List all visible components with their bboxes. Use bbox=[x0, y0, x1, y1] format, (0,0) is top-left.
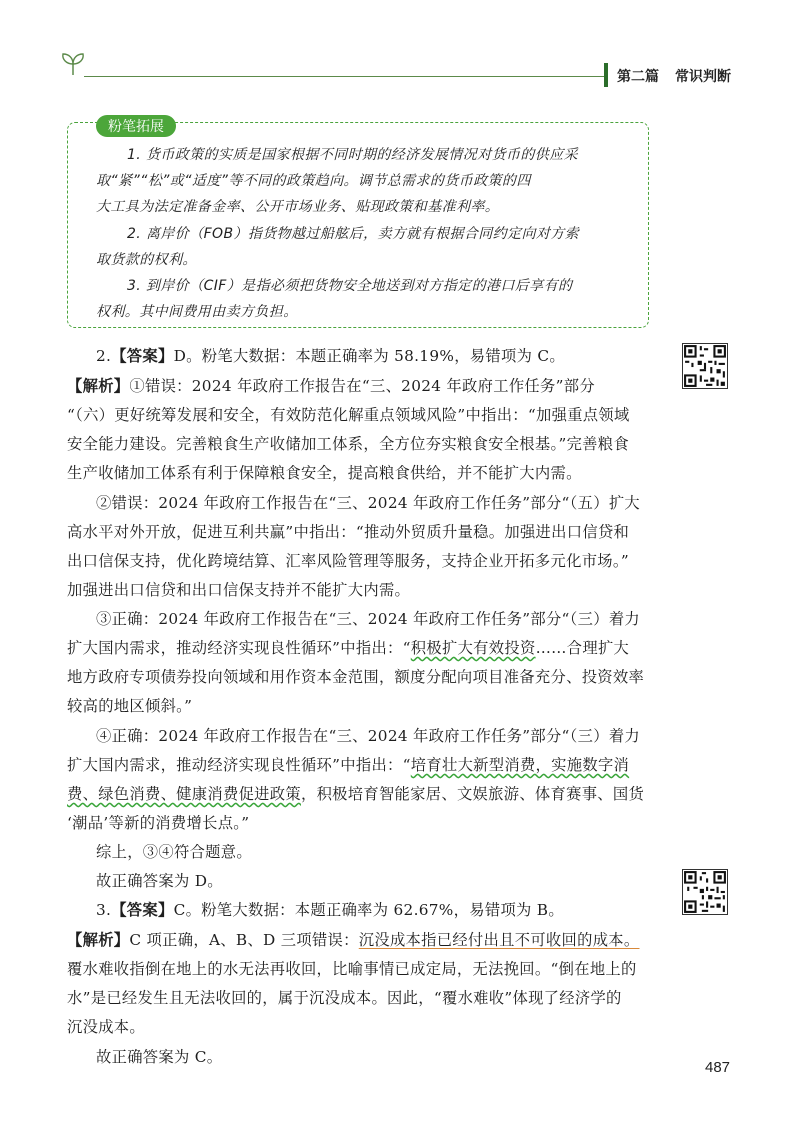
q3-answer-tag: 【答案】 bbox=[111, 901, 174, 919]
q3-line: 覆水难收指倒在地上的水无法再收回，比喻事情已成定局，无法挽回。“倒在地上的 bbox=[67, 960, 637, 978]
q3-answer-text: C。粉笔大数据：本题正确率为 62.67%，易错项为 B。 bbox=[173, 901, 564, 919]
q2-answer-tag: 【答案】 bbox=[111, 347, 174, 365]
q2-p2-line: 出口信保支持，优化跨境结算、汇率风险管理等服务，支持企业开拓多元化市场。” bbox=[67, 552, 629, 570]
q2-p4-line bbox=[67, 782, 645, 804]
q2-p4-underlined: 费、绿色消费、健康消费促进政策 bbox=[67, 785, 301, 803]
q2-p2-line: 加强进出口信贷和出口信保支持并不能扩大内需。 bbox=[67, 581, 411, 599]
q2-p4-line bbox=[67, 753, 630, 775]
q2-p4-text: 扩大国内需求，推动经济实现良性循环”中指出：“ bbox=[67, 756, 411, 774]
q3-analysis-line bbox=[67, 928, 640, 950]
q3-answer-line bbox=[96, 898, 652, 920]
q3-number: 3. bbox=[96, 901, 112, 919]
page-number: 487 bbox=[705, 1059, 731, 1076]
q2-final-answer: 故正确答案为 D。 bbox=[96, 872, 223, 890]
tip-line: 3. 到岸价（CIF）是指必须把货物安全地送到对方指定的港口后享有的 bbox=[127, 278, 573, 294]
q3-analysis-tag: 【解析】 bbox=[67, 931, 130, 949]
tip-line: 权利。其中间费用由卖方负担。 bbox=[96, 304, 298, 320]
q2-p4-text: ，积极培育智能家居、文娱旅游、体育赛事、国货 bbox=[300, 785, 645, 803]
q2-p4-line: ④正确：2024 年政府工作报告在“三、2024 年政府工作任务”部分“（三）着力 bbox=[96, 727, 641, 745]
q2-p3-underlined: 积极扩大有效投资 bbox=[410, 639, 536, 657]
q3-underlined: 沉没成本指已经付出且不可收回的成本。 bbox=[358, 931, 640, 949]
q2-p1-line: “（六）更好统筹发展和安全，有效防范化解重点领域风险”中指出：“加强重点领域 bbox=[67, 406, 630, 424]
header-part-title: 第二篇 bbox=[617, 68, 659, 84]
q2-p3-text: 扩大国内需求，推动经济实现良性循环”中指出：“ bbox=[67, 639, 411, 657]
tip-line: 取“紧”“松”或“适度”等不同的政策趋向。调节总需求的货币政策的四 bbox=[96, 173, 531, 189]
q3-analysis-text: C 项正确，A、B、D 三项错误： bbox=[129, 931, 359, 949]
q3-line: 沉没成本。 bbox=[67, 1018, 145, 1036]
tip-line: 1. 货币政策的实质是国家根据不同时期的经济发展情况对货币的供应采 bbox=[127, 147, 579, 163]
q3-final-answer: 故正确答案为 C。 bbox=[96, 1048, 223, 1066]
sprout-icon bbox=[58, 48, 88, 78]
q2-p3-line: 较高的地区倾斜。” bbox=[67, 697, 193, 715]
q2-p3-line: ③正确：2024 年政府工作报告在“三、2024 年政府工作任务”部分“（三）着力 bbox=[96, 610, 641, 628]
qr-code-icon[interactable] bbox=[682, 343, 728, 389]
q2-p3-line: 地方政府专项债券投向领域和用作资本金范围，额度分配向项目准备充分、投资效率 bbox=[67, 668, 645, 686]
header-accent-bar bbox=[604, 63, 618, 87]
q2-number: 2. bbox=[96, 347, 112, 365]
tip-line: 取货款的权利。 bbox=[96, 252, 197, 268]
q2-answer-text: D。粉笔大数据：本题正确率为 58.19%，易错项为 C。 bbox=[173, 347, 565, 365]
q2-p3-text: ……合理扩大 bbox=[535, 639, 630, 657]
q2-p1-line: 生产收储加工体系有利于保障粮食安全，提高粮食供给，并不能扩大内需。 bbox=[67, 464, 582, 482]
q2-p4-line: ‘潮品’等新的消费增长点。” bbox=[67, 814, 250, 832]
q2-summary: 综上，③④符合题意。 bbox=[96, 843, 252, 861]
header-section-title: 常识判断 bbox=[675, 68, 731, 84]
q2-answer-line bbox=[96, 344, 652, 366]
q2-p2-line: ②错误：2024 年政府工作报告在“三、2024 年政府工作任务”部分“（五）扩大 bbox=[96, 494, 641, 512]
q2-p3-line bbox=[67, 636, 630, 658]
q2-p1-line: 安全能力建设。完善粮食生产收储加工体系，全方位夯实粮食安全根基。”完善粮食 bbox=[67, 435, 629, 453]
tip-badge: 粉笔拓展 bbox=[96, 115, 176, 137]
q2-analysis-tag: 【解析】 bbox=[67, 377, 130, 395]
q2-p4-underlined: 培育壮大新型消费，实施数字消 bbox=[410, 756, 630, 774]
qr-code-icon[interactable] bbox=[682, 869, 728, 915]
tip-line: 2. 离岸价（FOB）指货物越过船舷后，卖方就有根据合同约定向对方索 bbox=[127, 226, 580, 242]
header-rule bbox=[84, 76, 604, 77]
q2-p2-line: 高水平对外开放，促进互利共赢”中指出：“推动外贸质升量稳。加强进出口信贷和 bbox=[67, 523, 630, 541]
q2-analysis-text: ①错误：2024 年政府工作报告在“三、2024 年政府工作任务”部分 bbox=[129, 377, 595, 395]
tip-line: 大工具为法定准备金率、公开市场业务、贴现政策和基准利率。 bbox=[96, 199, 500, 215]
q2-analysis-line bbox=[67, 374, 623, 396]
q3-line: 水”是已经发生且无法收回的，属于沉没成本。因此，“覆水难收”体现了经济学的 bbox=[67, 989, 622, 1007]
